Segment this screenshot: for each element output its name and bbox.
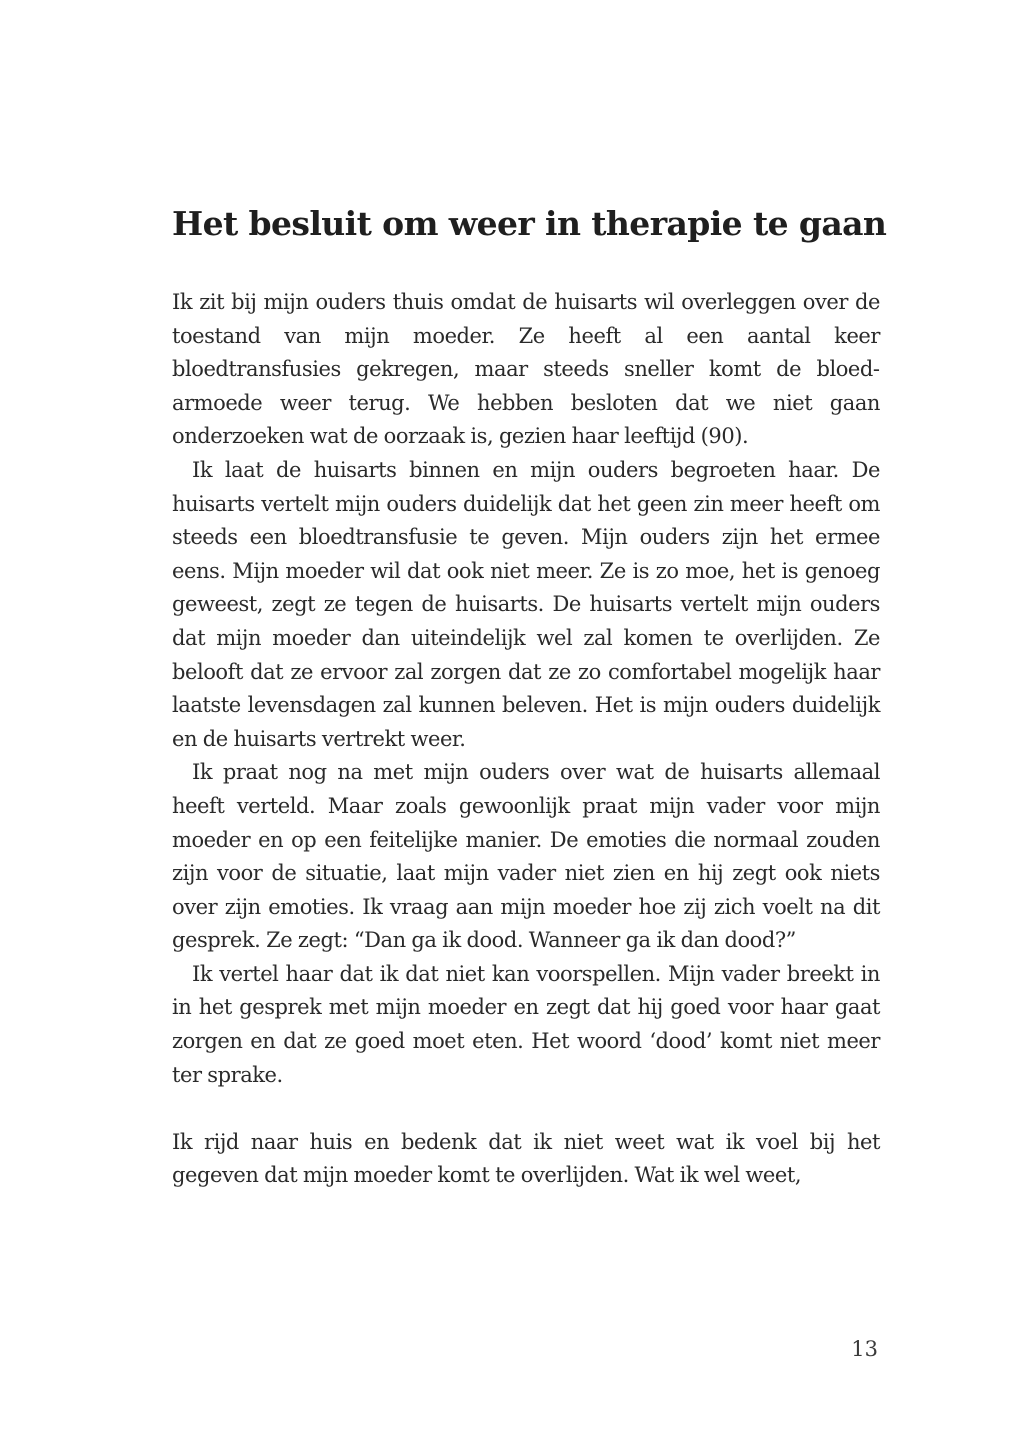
body-text [172, 286, 880, 1193]
page-number: 13 [851, 1337, 878, 1361]
paragraph-1: Ik zit bij mijn ouders thuis omdat de huisarts wil overleggen over de toestand van mijn moeder. Ze heeft al een aantal keer bloedtransfusies gekregen, maar steeds sneller komt de bloedarmoede weer terug. We hebben besloten dat we niet gaan onderzoeken wat de oorzaak is, gezien haar leeftijd (90). [172, 290, 880, 449]
paragraph-5: Ik rijd naar huis en bedenk dat ik niet weet wat ik voel bij het gegeven dat mijn moeder komt te overlijden. Wat ik wel weet, [172, 1129, 880, 1188]
paragraph-3: Ik praat nog na met mijn ouders over wat de huisarts allemaal heeft verteld. Maar zoals gewoonlijk praat mijn vader voor mijn moeder en op een feitelijke manier. De emoties die normaal zouden zijn voor de situatie, laat mijn vader niet zien en hij zegt ook niets over zijn emoties. Ik vraag aan mijn moeder hoe zij zich voelt na dit gesprek. Ze zegt: “Dan ga ik dood. Wanneer ga ik dan dood?” [172, 760, 880, 953]
paragraph-4: Ik vertel haar dat ik dat niet kan voorspellen. Mijn vader breekt in in het gesprek met mijn moeder en zegt dat hij goed voor haar gaat zorgen en dat ze goed moet eten. Het woord ‘dood’ komt niet meer ter sprake. [172, 961, 880, 1087]
paragraph-2: Ik laat de huisarts binnen en mijn ouders begroeten haar. De huisarts vertelt mijn ouders duidelijk dat het geen zin meer heeft om steeds een bloedtransfusie te geven. Mijn ouders zijn het ermee eens. Mijn moeder wil dat ook niet meer. Ze is zo moe, het is genoeg geweest, zegt ze tegen de huisarts. De huisarts vertelt mijn ouders dat mijn moeder dan uiteindelijk wel zal komen te overlijden. Ze belooft dat ze ervoor zal zorgen dat ze zo comfortabel mogelijk haar laatste levensdagen zal kunnen beleven. Het is mijn ouders duidelijk en de huisarts vertrekt weer. [172, 457, 880, 751]
chapter-title: Het besluit om weer in therapie te gaan [172, 204, 887, 243]
